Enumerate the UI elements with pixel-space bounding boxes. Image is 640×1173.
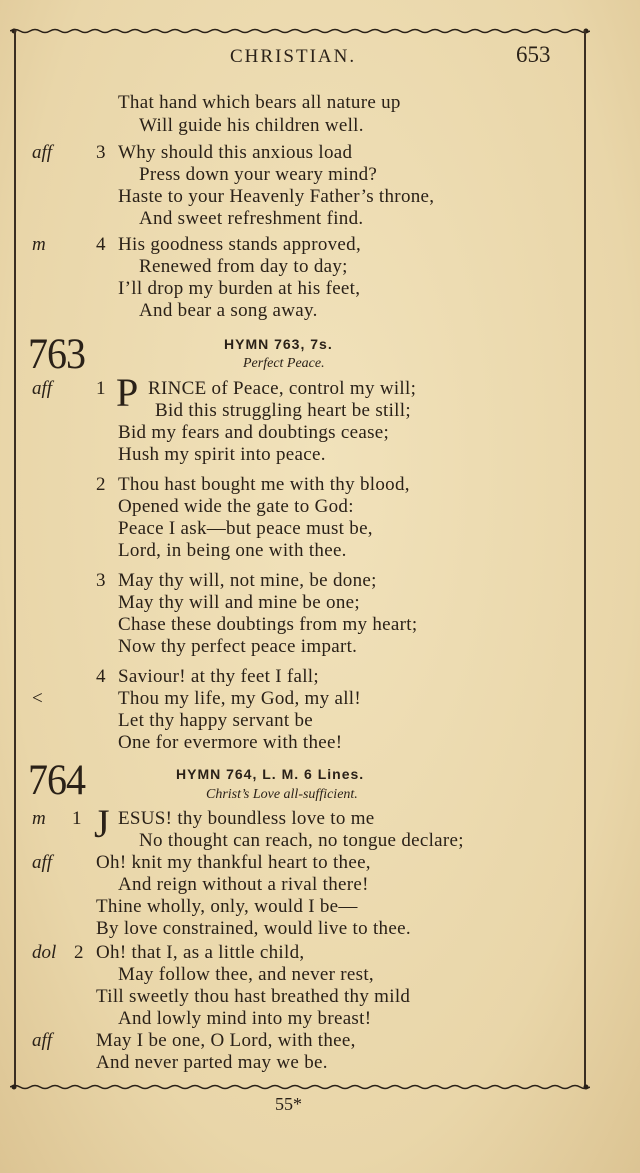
verse-line: By love constrained, would live to thee. <box>96 918 411 939</box>
hymn-number-764: 764 <box>28 755 85 804</box>
verse-line: May follow thee, and never rest, <box>118 964 374 985</box>
verse-line: And reign without a rival there! <box>118 874 369 895</box>
verse-number: 1 <box>96 378 106 399</box>
right-border-line <box>584 30 586 1088</box>
verse-line: May thy will and mine be one; <box>118 592 360 613</box>
verse-line: Bid this struggling heart be still; <box>155 400 411 421</box>
verse-number: 2 <box>74 942 84 963</box>
top-ornamental-rule <box>10 28 590 34</box>
verse-line: Haste to your Heavenly Father’s throne, <box>118 186 435 207</box>
verse-line: Now thy perfect peace impart. <box>118 636 358 657</box>
verse-line: Till sweetly thou hast breathed thy mild <box>96 986 411 1007</box>
hymn-subtitle: Perfect Peace. <box>243 356 325 371</box>
verse-line: May thy will, not mine, be done; <box>118 570 377 591</box>
verse-line: Opened wide the gate to God: <box>118 496 354 517</box>
verse-number: 2 <box>96 474 106 495</box>
dynamic-mark: aff <box>32 142 53 163</box>
verse-line: Oh! that I, as a little child, <box>96 942 305 963</box>
dynamic-mark: dol <box>32 942 57 963</box>
bottom-ornamental-rule <box>10 1084 590 1090</box>
hymn-title: HYMN 764, L. M. 6 Lines. <box>176 766 365 782</box>
verse-line: Renewed from day to day; <box>139 256 348 277</box>
dynamic-mark: m <box>32 234 46 255</box>
verse-line: Let thy happy servant be <box>118 710 314 731</box>
verse-line: Thine wholly, only, would I be— <box>96 896 358 917</box>
verse-line: ESUS! thy boundless love to me <box>118 808 375 829</box>
verse-line: And sweet refreshment find. <box>139 208 364 229</box>
verse-line: May I be one, O Lord, with thee, <box>96 1030 356 1051</box>
verse-number: 1 <box>72 808 82 829</box>
signature-mark: 55* <box>275 1094 302 1114</box>
verse-number: 4 <box>96 666 106 687</box>
verse-line: Oh! knit my thankful heart to thee, <box>96 852 371 873</box>
verse-line: And bear a song away. <box>139 300 318 321</box>
dynamic-mark: aff <box>32 1030 53 1051</box>
verse-number: 4 <box>96 234 106 255</box>
hymn-subtitle: Christ’s Love all-sufficient. <box>206 787 358 802</box>
verse-line: Will guide his children well. <box>139 115 364 136</box>
verse-line: Lord, in being one with thee. <box>118 540 347 561</box>
left-border-line <box>14 30 16 1088</box>
verse-line: That hand which bears all nature up <box>118 92 401 113</box>
verse-line: His goodness stands approved, <box>118 234 362 255</box>
verse-line: Chase these doubtings from my heart; <box>118 614 418 635</box>
verse-line: I’ll drop my burden at his feet, <box>118 278 361 299</box>
page-number: 653 <box>516 42 551 67</box>
verse-line: And lowly mind into my breast! <box>118 1008 372 1029</box>
dynamic-mark: aff <box>32 378 53 399</box>
running-head: CHRISTIAN. <box>230 46 357 67</box>
hymn-title: HYMN 763, 7s. <box>224 336 333 352</box>
drop-cap: J <box>94 801 110 846</box>
verse-line: Saviour! at thy feet I fall; <box>118 666 319 687</box>
verse-line: Thou hast bought me with thy blood, <box>118 474 410 495</box>
drop-cap: P <box>116 370 139 415</box>
verse-line: Press down your weary mind? <box>139 164 378 185</box>
verse-line: Peace I ask—but peace must be, <box>118 518 373 539</box>
hymn-number-763: 763 <box>28 329 85 378</box>
dynamic-mark: aff <box>32 852 53 873</box>
verse-line: Thou my life, my God, my all! <box>118 688 361 709</box>
verse-line: And never parted may we be. <box>96 1052 328 1073</box>
verse-line: One for evermore with thee! <box>118 732 343 753</box>
verse-line: Bid my fears and doubtings cease; <box>118 422 390 443</box>
verse-number: 3 <box>96 570 106 591</box>
verse-line: RINCE of Peace, control my will; <box>148 378 417 399</box>
verse-line: Hush my spirit into peace. <box>118 444 326 465</box>
verse-line: Why should this anxious load <box>118 142 353 163</box>
verse-number: 3 <box>96 142 106 163</box>
crescendo-mark: < <box>32 688 43 709</box>
verse-line: No thought can reach, no tongue declare; <box>139 830 464 851</box>
dynamic-mark: m <box>32 808 46 829</box>
